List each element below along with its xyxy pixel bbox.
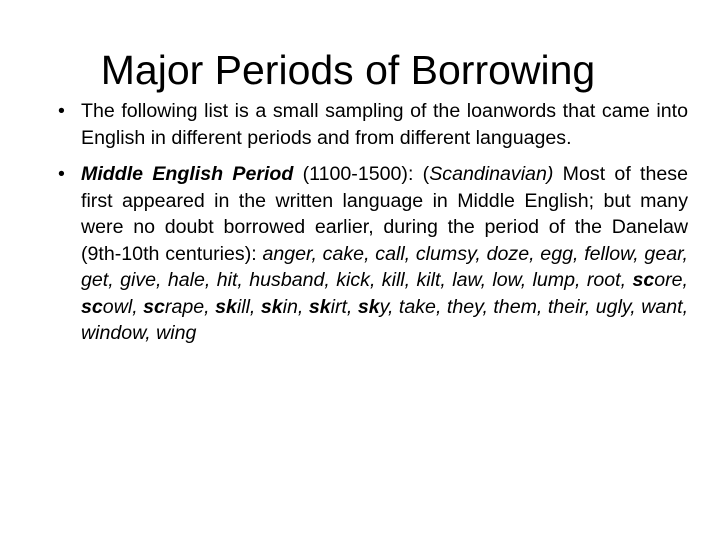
- sk-highlight: sk: [260, 295, 283, 318]
- loanword-rest: y,: [379, 295, 399, 318]
- slide-title: Major Periods of Borrowing: [100, 47, 596, 93]
- sc-highlight: sc: [81, 295, 103, 318]
- bullet-middle-english: [58, 161, 688, 347]
- period-description: Most of these first appeared in the written language in Middle English; but many were no doubt borrowed earlier, during the period of the Danelaw (9th-10th centuries):: [81, 163, 688, 265]
- loanword-rest: ore,: [654, 269, 688, 291]
- bullet-list: [58, 98, 688, 357]
- sk-highlight: sk: [308, 295, 331, 318]
- sk-highlight: sk: [215, 295, 237, 318]
- loanword-rest: rape,: [164, 295, 216, 318]
- loanword-rest: owl,: [102, 295, 144, 318]
- bullet-marker: •: [58, 100, 65, 122]
- bullet-intro-text: The following list is a small sampling of the loanwords that came into English in different periods and from different languages.: [81, 100, 688, 149]
- source-language: Scandinavian): [429, 163, 554, 185]
- period-dates: (1100-1500): (: [293, 163, 430, 185]
- sk-highlight: sk: [357, 295, 380, 318]
- loanwords-plain: anger, cake, call, clumsy, doze, egg, fellow, gear, get, give, hale, hit, husband, kick, kill, kilt, law, low, lump, root,: [81, 242, 688, 291]
- period-name: Middle English Period: [81, 163, 294, 185]
- bullet-marker: •: [58, 163, 65, 185]
- sc-highlight: sc: [143, 295, 165, 318]
- loanword-rest: irt,: [330, 295, 358, 318]
- bullet-intro: [58, 98, 688, 151]
- loanword-rest: ill,: [236, 295, 261, 318]
- sc-highlight: sc: [632, 269, 655, 291]
- loanword-rest: in,: [282, 295, 309, 318]
- loanwords-end: take, they, them, their, ugly, want, window, wing: [81, 295, 689, 344]
